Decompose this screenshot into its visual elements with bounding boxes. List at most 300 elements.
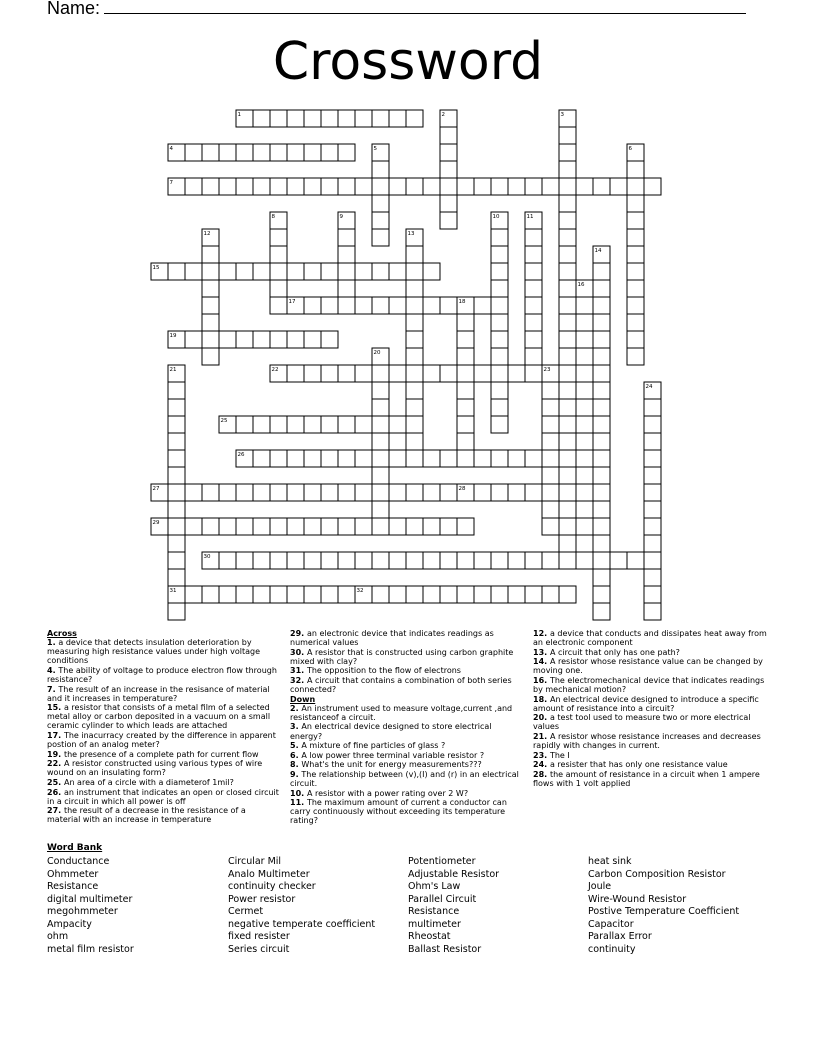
grid-cell[interactable] xyxy=(270,450,287,467)
grid-cell[interactable] xyxy=(270,586,287,603)
grid-cell[interactable] xyxy=(321,263,338,280)
grid-cell[interactable] xyxy=(185,586,202,603)
grid-cell[interactable] xyxy=(287,518,304,535)
grid-cell[interactable] xyxy=(321,552,338,569)
grid-cell[interactable] xyxy=(576,535,593,552)
grid-cell[interactable] xyxy=(440,127,457,144)
grid-cell[interactable] xyxy=(304,144,321,161)
grid-cell[interactable] xyxy=(287,365,304,382)
grid-cell[interactable] xyxy=(151,484,168,501)
grid-cell[interactable] xyxy=(576,416,593,433)
grid-cell[interactable] xyxy=(151,518,168,535)
grid-cell[interactable] xyxy=(457,382,474,399)
grid-cell[interactable] xyxy=(644,450,661,467)
grid-cell[interactable] xyxy=(593,450,610,467)
grid-cell[interactable] xyxy=(406,280,423,297)
grid-cell[interactable] xyxy=(304,518,321,535)
grid-cell[interactable] xyxy=(525,331,542,348)
grid-cell[interactable] xyxy=(525,450,542,467)
grid-cell[interactable] xyxy=(559,246,576,263)
grid-cell[interactable] xyxy=(576,433,593,450)
grid-cell[interactable] xyxy=(457,314,474,331)
grid-cell[interactable] xyxy=(644,535,661,552)
grid-cell[interactable] xyxy=(185,331,202,348)
grid-cell[interactable] xyxy=(406,314,423,331)
grid-cell[interactable] xyxy=(406,263,423,280)
grid-cell[interactable] xyxy=(542,467,559,484)
grid-cell[interactable] xyxy=(168,416,185,433)
grid-cell[interactable] xyxy=(372,552,389,569)
grid-cell[interactable] xyxy=(559,467,576,484)
grid-cell[interactable] xyxy=(525,484,542,501)
grid-cell[interactable] xyxy=(593,348,610,365)
grid-cell[interactable] xyxy=(457,297,474,314)
grid-cell[interactable] xyxy=(593,433,610,450)
grid-cell[interactable] xyxy=(389,586,406,603)
grid-cell[interactable] xyxy=(372,433,389,450)
grid-cell[interactable] xyxy=(542,484,559,501)
grid-cell[interactable] xyxy=(542,365,559,382)
grid-cell[interactable] xyxy=(236,110,253,127)
grid-cell[interactable] xyxy=(491,348,508,365)
grid-cell[interactable] xyxy=(559,552,576,569)
grid-cell[interactable] xyxy=(355,450,372,467)
grid-cell[interactable] xyxy=(525,246,542,263)
grid-cell[interactable] xyxy=(270,552,287,569)
grid-cell[interactable] xyxy=(491,484,508,501)
grid-cell[interactable] xyxy=(423,450,440,467)
grid-cell[interactable] xyxy=(168,382,185,399)
grid-cell[interactable] xyxy=(236,263,253,280)
grid-cell[interactable] xyxy=(457,433,474,450)
grid-cell[interactable] xyxy=(627,314,644,331)
grid-cell[interactable] xyxy=(287,263,304,280)
grid-cell[interactable] xyxy=(525,586,542,603)
grid-cell[interactable] xyxy=(355,178,372,195)
grid-cell[interactable] xyxy=(525,314,542,331)
grid-cell[interactable] xyxy=(168,535,185,552)
grid-cell[interactable] xyxy=(287,416,304,433)
grid-cell[interactable] xyxy=(287,450,304,467)
grid-cell[interactable] xyxy=(219,518,236,535)
grid-cell[interactable] xyxy=(168,552,185,569)
grid-cell[interactable] xyxy=(270,518,287,535)
grid-cell[interactable] xyxy=(372,399,389,416)
grid-cell[interactable] xyxy=(338,280,355,297)
grid-cell[interactable] xyxy=(440,484,457,501)
grid-cell[interactable] xyxy=(168,586,185,603)
grid-cell[interactable] xyxy=(593,399,610,416)
name-underline[interactable] xyxy=(104,13,746,14)
grid-cell[interactable] xyxy=(372,229,389,246)
grid-cell[interactable] xyxy=(491,314,508,331)
grid-cell[interactable] xyxy=(644,178,661,195)
grid-cell[interactable] xyxy=(219,586,236,603)
grid-cell[interactable] xyxy=(338,365,355,382)
grid-cell[interactable] xyxy=(321,365,338,382)
grid-cell[interactable] xyxy=(253,586,270,603)
grid-cell[interactable] xyxy=(525,178,542,195)
grid-cell[interactable] xyxy=(644,518,661,535)
grid-cell[interactable] xyxy=(202,586,219,603)
grid-cell[interactable] xyxy=(491,246,508,263)
grid-cell[interactable] xyxy=(593,586,610,603)
grid-cell[interactable] xyxy=(321,450,338,467)
grid-cell[interactable] xyxy=(627,348,644,365)
grid-cell[interactable] xyxy=(576,331,593,348)
grid-cell[interactable] xyxy=(593,331,610,348)
grid-cell[interactable] xyxy=(372,161,389,178)
grid-cell[interactable] xyxy=(270,280,287,297)
grid-cell[interactable] xyxy=(423,263,440,280)
grid-cell[interactable] xyxy=(168,603,185,620)
grid-cell[interactable] xyxy=(593,484,610,501)
grid-cell[interactable] xyxy=(559,280,576,297)
grid-cell[interactable] xyxy=(593,382,610,399)
grid-cell[interactable] xyxy=(236,144,253,161)
grid-cell[interactable] xyxy=(270,416,287,433)
grid-cell[interactable] xyxy=(219,263,236,280)
grid-cell[interactable] xyxy=(355,484,372,501)
grid-cell[interactable] xyxy=(593,552,610,569)
grid-cell[interactable] xyxy=(644,484,661,501)
grid-cell[interactable] xyxy=(406,399,423,416)
grid-cell[interactable] xyxy=(559,297,576,314)
grid-cell[interactable] xyxy=(457,365,474,382)
grid-cell[interactable] xyxy=(440,365,457,382)
grid-cell[interactable] xyxy=(457,586,474,603)
grid-cell[interactable] xyxy=(236,518,253,535)
grid-cell[interactable] xyxy=(236,484,253,501)
grid-cell[interactable] xyxy=(253,416,270,433)
grid-cell[interactable] xyxy=(406,297,423,314)
grid-cell[interactable] xyxy=(304,552,321,569)
grid-cell[interactable] xyxy=(593,314,610,331)
grid-cell[interactable] xyxy=(321,416,338,433)
grid-cell[interactable] xyxy=(576,484,593,501)
grid-cell[interactable] xyxy=(542,518,559,535)
grid-cell[interactable] xyxy=(202,484,219,501)
grid-cell[interactable] xyxy=(644,399,661,416)
grid-cell[interactable] xyxy=(372,212,389,229)
grid-cell[interactable] xyxy=(644,433,661,450)
grid-cell[interactable] xyxy=(168,263,185,280)
grid-cell[interactable] xyxy=(474,450,491,467)
grid-cell[interactable] xyxy=(644,552,661,569)
grid-cell[interactable] xyxy=(253,552,270,569)
grid-cell[interactable] xyxy=(304,450,321,467)
grid-cell[interactable] xyxy=(355,518,372,535)
grid-cell[interactable] xyxy=(355,263,372,280)
grid-cell[interactable] xyxy=(389,450,406,467)
grid-cell[interactable] xyxy=(491,552,508,569)
grid-cell[interactable] xyxy=(491,280,508,297)
grid-cell[interactable] xyxy=(440,178,457,195)
grid-cell[interactable] xyxy=(576,450,593,467)
grid-cell[interactable] xyxy=(389,110,406,127)
grid-cell[interactable] xyxy=(559,416,576,433)
grid-cell[interactable] xyxy=(559,195,576,212)
grid-cell[interactable] xyxy=(542,552,559,569)
grid-cell[interactable] xyxy=(593,263,610,280)
grid-cell[interactable] xyxy=(372,450,389,467)
grid-cell[interactable] xyxy=(644,569,661,586)
grid-cell[interactable] xyxy=(304,297,321,314)
grid-cell[interactable] xyxy=(202,280,219,297)
grid-cell[interactable] xyxy=(559,382,576,399)
grid-cell[interactable] xyxy=(508,484,525,501)
grid-cell[interactable] xyxy=(576,280,593,297)
grid-cell[interactable] xyxy=(168,399,185,416)
grid-cell[interactable] xyxy=(202,178,219,195)
grid-cell[interactable] xyxy=(559,535,576,552)
grid-cell[interactable] xyxy=(389,297,406,314)
grid-cell[interactable] xyxy=(542,433,559,450)
grid-cell[interactable] xyxy=(338,484,355,501)
grid-cell[interactable] xyxy=(389,263,406,280)
grid-cell[interactable] xyxy=(644,467,661,484)
grid-cell[interactable] xyxy=(559,365,576,382)
grid-cell[interactable] xyxy=(474,484,491,501)
grid-cell[interactable] xyxy=(593,467,610,484)
grid-cell[interactable] xyxy=(389,178,406,195)
grid-cell[interactable] xyxy=(559,484,576,501)
grid-cell[interactable] xyxy=(372,365,389,382)
grid-cell[interactable] xyxy=(457,450,474,467)
grid-cell[interactable] xyxy=(338,416,355,433)
grid-cell[interactable] xyxy=(372,195,389,212)
grid-cell[interactable] xyxy=(304,331,321,348)
grid-cell[interactable] xyxy=(270,246,287,263)
grid-cell[interactable] xyxy=(559,263,576,280)
grid-cell[interactable] xyxy=(593,365,610,382)
grid-cell[interactable] xyxy=(440,110,457,127)
grid-cell[interactable] xyxy=(474,178,491,195)
grid-cell[interactable] xyxy=(185,263,202,280)
grid-cell[interactable] xyxy=(253,450,270,467)
grid-cell[interactable] xyxy=(627,144,644,161)
grid-cell[interactable] xyxy=(593,569,610,586)
grid-cell[interactable] xyxy=(627,161,644,178)
grid-cell[interactable] xyxy=(270,229,287,246)
grid-cell[interactable] xyxy=(270,178,287,195)
grid-cell[interactable] xyxy=(321,110,338,127)
grid-cell[interactable] xyxy=(304,586,321,603)
grid-cell[interactable] xyxy=(508,365,525,382)
grid-cell[interactable] xyxy=(406,110,423,127)
grid-cell[interactable] xyxy=(457,348,474,365)
grid-cell[interactable] xyxy=(525,297,542,314)
grid-cell[interactable] xyxy=(372,467,389,484)
grid-cell[interactable] xyxy=(236,331,253,348)
grid-cell[interactable] xyxy=(202,263,219,280)
grid-cell[interactable] xyxy=(440,144,457,161)
grid-cell[interactable] xyxy=(168,501,185,518)
grid-cell[interactable] xyxy=(355,416,372,433)
grid-cell[interactable] xyxy=(202,331,219,348)
grid-cell[interactable] xyxy=(491,365,508,382)
grid-cell[interactable] xyxy=(457,331,474,348)
grid-cell[interactable] xyxy=(559,178,576,195)
grid-cell[interactable] xyxy=(389,416,406,433)
grid-cell[interactable] xyxy=(542,450,559,467)
grid-cell[interactable] xyxy=(440,586,457,603)
grid-cell[interactable] xyxy=(627,331,644,348)
grid-cell[interactable] xyxy=(542,399,559,416)
grid-cell[interactable] xyxy=(627,195,644,212)
grid-cell[interactable] xyxy=(559,110,576,127)
grid-cell[interactable] xyxy=(644,603,661,620)
grid-cell[interactable] xyxy=(474,365,491,382)
grid-cell[interactable] xyxy=(525,212,542,229)
grid-cell[interactable] xyxy=(406,348,423,365)
grid-cell[interactable] xyxy=(559,433,576,450)
grid-cell[interactable] xyxy=(202,246,219,263)
grid-cell[interactable] xyxy=(644,382,661,399)
grid-cell[interactable] xyxy=(338,110,355,127)
grid-cell[interactable] xyxy=(491,178,508,195)
grid-cell[interactable] xyxy=(355,552,372,569)
grid-cell[interactable] xyxy=(559,348,576,365)
grid-cell[interactable] xyxy=(355,365,372,382)
grid-cell[interactable] xyxy=(406,382,423,399)
grid-cell[interactable] xyxy=(372,348,389,365)
grid-cell[interactable] xyxy=(559,161,576,178)
grid-cell[interactable] xyxy=(627,229,644,246)
grid-cell[interactable] xyxy=(644,416,661,433)
grid-cell[interactable] xyxy=(559,314,576,331)
grid-cell[interactable] xyxy=(627,280,644,297)
grid-cell[interactable] xyxy=(389,484,406,501)
grid-cell[interactable] xyxy=(202,297,219,314)
grid-cell[interactable] xyxy=(406,433,423,450)
grid-cell[interactable] xyxy=(576,365,593,382)
grid-cell[interactable] xyxy=(219,331,236,348)
grid-cell[interactable] xyxy=(253,144,270,161)
grid-cell[interactable] xyxy=(406,518,423,535)
grid-cell[interactable] xyxy=(321,331,338,348)
grid-cell[interactable] xyxy=(372,382,389,399)
grid-cell[interactable] xyxy=(457,552,474,569)
grid-cell[interactable] xyxy=(491,416,508,433)
grid-cell[interactable] xyxy=(423,552,440,569)
grid-cell[interactable] xyxy=(440,161,457,178)
grid-cell[interactable] xyxy=(406,178,423,195)
grid-cell[interactable] xyxy=(559,331,576,348)
grid-cell[interactable] xyxy=(457,399,474,416)
grid-cell[interactable] xyxy=(423,518,440,535)
grid-cell[interactable] xyxy=(627,263,644,280)
grid-cell[interactable] xyxy=(219,178,236,195)
grid-cell[interactable] xyxy=(542,382,559,399)
grid-cell[interactable] xyxy=(236,416,253,433)
grid-cell[interactable] xyxy=(236,586,253,603)
grid-cell[interactable] xyxy=(474,586,491,603)
grid-cell[interactable] xyxy=(491,450,508,467)
grid-cell[interactable] xyxy=(559,501,576,518)
grid-cell[interactable] xyxy=(202,518,219,535)
grid-cell[interactable] xyxy=(236,552,253,569)
grid-cell[interactable] xyxy=(576,382,593,399)
grid-cell[interactable] xyxy=(287,178,304,195)
grid-cell[interactable] xyxy=(406,586,423,603)
grid-cell[interactable] xyxy=(525,552,542,569)
grid-cell[interactable] xyxy=(491,586,508,603)
grid-cell[interactable] xyxy=(457,518,474,535)
grid-cell[interactable] xyxy=(270,331,287,348)
grid-cell[interactable] xyxy=(355,110,372,127)
grid-cell[interactable] xyxy=(474,552,491,569)
grid-cell[interactable] xyxy=(287,110,304,127)
grid-cell[interactable] xyxy=(236,450,253,467)
grid-cell[interactable] xyxy=(253,110,270,127)
grid-cell[interactable] xyxy=(627,297,644,314)
grid-cell[interactable] xyxy=(542,501,559,518)
grid-cell[interactable] xyxy=(321,144,338,161)
grid-cell[interactable] xyxy=(287,586,304,603)
grid-cell[interactable] xyxy=(270,365,287,382)
grid-cell[interactable] xyxy=(321,297,338,314)
grid-cell[interactable] xyxy=(253,331,270,348)
grid-cell[interactable] xyxy=(576,178,593,195)
grid-cell[interactable] xyxy=(440,212,457,229)
grid-cell[interactable] xyxy=(372,178,389,195)
grid-cell[interactable] xyxy=(559,127,576,144)
grid-cell[interactable] xyxy=(372,484,389,501)
grid-cell[interactable] xyxy=(406,246,423,263)
grid-cell[interactable] xyxy=(576,314,593,331)
grid-cell[interactable] xyxy=(491,331,508,348)
grid-cell[interactable] xyxy=(559,144,576,161)
grid-cell[interactable] xyxy=(525,263,542,280)
grid-cell[interactable] xyxy=(321,484,338,501)
grid-cell[interactable] xyxy=(168,569,185,586)
grid-cell[interactable] xyxy=(202,552,219,569)
grid-cell[interactable] xyxy=(406,229,423,246)
grid-cell[interactable] xyxy=(525,229,542,246)
grid-cell[interactable] xyxy=(508,552,525,569)
grid-cell[interactable] xyxy=(236,178,253,195)
grid-cell[interactable] xyxy=(338,552,355,569)
grid-cell[interactable] xyxy=(491,297,508,314)
grid-cell[interactable] xyxy=(423,297,440,314)
grid-cell[interactable] xyxy=(304,484,321,501)
grid-cell[interactable] xyxy=(440,450,457,467)
grid-cell[interactable] xyxy=(338,450,355,467)
grid-cell[interactable] xyxy=(406,365,423,382)
grid-cell[interactable] xyxy=(593,297,610,314)
grid-cell[interactable] xyxy=(168,433,185,450)
grid-cell[interactable] xyxy=(508,450,525,467)
grid-cell[interactable] xyxy=(593,280,610,297)
grid-cell[interactable] xyxy=(593,603,610,620)
grid-cell[interactable] xyxy=(593,178,610,195)
grid-cell[interactable] xyxy=(457,178,474,195)
grid-cell[interactable] xyxy=(559,586,576,603)
grid-cell[interactable] xyxy=(559,212,576,229)
grid-cell[interactable] xyxy=(338,178,355,195)
grid-cell[interactable] xyxy=(491,263,508,280)
grid-cell[interactable] xyxy=(304,416,321,433)
grid-cell[interactable] xyxy=(542,178,559,195)
grid-cell[interactable] xyxy=(253,518,270,535)
grid-cell[interactable] xyxy=(321,178,338,195)
grid-cell[interactable] xyxy=(338,263,355,280)
grid-cell[interactable] xyxy=(338,586,355,603)
grid-cell[interactable] xyxy=(372,518,389,535)
grid-cell[interactable] xyxy=(389,365,406,382)
grid-cell[interactable] xyxy=(525,365,542,382)
